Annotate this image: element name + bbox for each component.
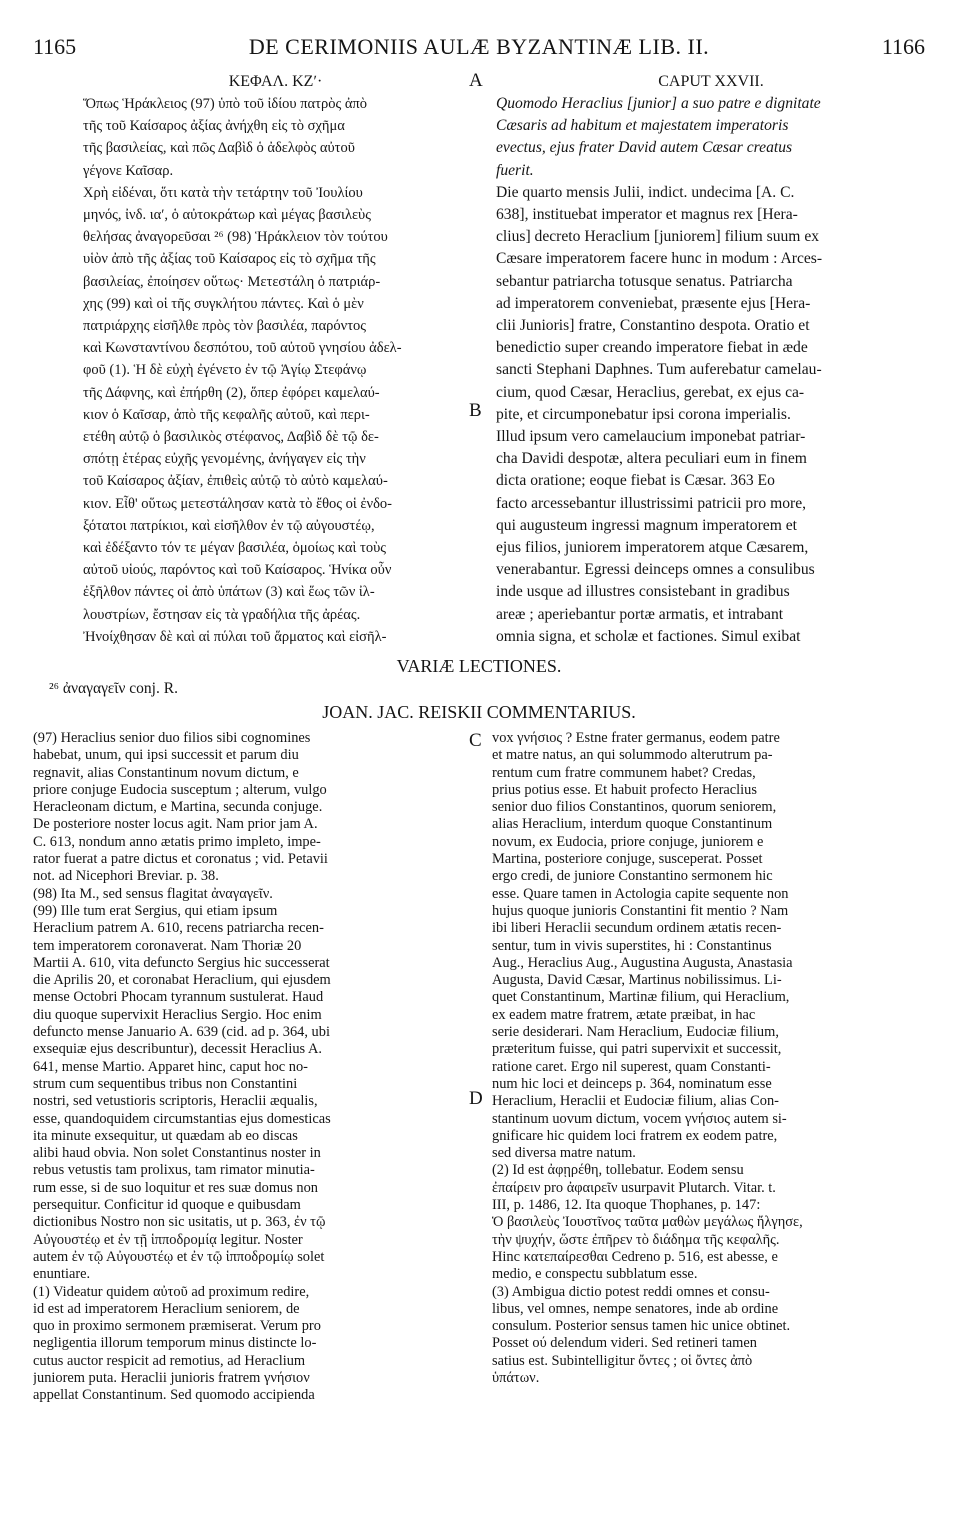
latin-line: facto arcessebantur illustrissimi patricii pro more,	[496, 494, 807, 512]
running-header	[33, 34, 925, 66]
greek-line: ετέθη αὐτῷ ὁ βασιλικὸς στέφανος, Δαβὶδ δὲ τῷ δε-	[83, 429, 379, 446]
greek-line: τοῦ Καίσαρος ἀξίαν, ἐπιθεὶς αὐτῷ τὸ αὐτὸ καμελαύ-	[83, 473, 388, 490]
greek-chapter-heading: ΚΕΦΑΛ. ΚΖʹ·	[228, 73, 323, 90]
greek-line: αὐτοῦ υἱούς, παρόντος καὶ τοῦ Καίσαρος. Ἡνίκα οὖν	[83, 562, 392, 579]
commentary-line: Ὁ βασιλεὺς Ἰουστῖνος ταῦτα μαθὼν μεγάλως ἤλγησε,	[492, 1214, 803, 1231]
right-page-number: 1166	[881, 34, 925, 59]
commentary-line: gnificare hic quidem loci fratrem ex eodem patre,	[492, 1127, 778, 1144]
commentary-line: libus, vel omnes, nempe senatores, inde ab ordine	[492, 1300, 779, 1317]
latin-line: pite, et circumponebatur ipsi corona imperialis.	[496, 405, 791, 423]
commentary-line: Αὐγουστέῳ et ἐν τῇ ἱπποδρομίᾳ legitur. Noster	[33, 1231, 303, 1248]
commentary-line: 641, mense Martio. Apparet hinc, caput hoc no-	[33, 1058, 308, 1075]
commentary-line: τὴν ψυχήν, ὥστε ἐπῆρεν τὸ διάδημα τῆς κεφαλῆς.	[492, 1231, 780, 1248]
latin-line: Illud ipsum vero camelaucium imponebat patriar-	[496, 428, 806, 446]
commentary-line: ex eadem matre fratrem, ætate præibat, in hac	[492, 1006, 756, 1023]
commentary-line: rum esse, si de suo loquitur et res suæ domus non	[33, 1179, 318, 1196]
latin-line: clii Junioris] fratre, Constantino despota. Oratio et	[496, 317, 810, 335]
greek-line: Ἠνοίχθησαν δὲ καὶ αἱ πύλαι τοῦ ἅρματος καὶ εἰσῆλ-	[83, 628, 387, 645]
latin-column	[496, 71, 926, 648]
commentary-line: consulum. Posterior sensus tamen hic unice obtinet.	[492, 1318, 791, 1335]
commentary-line: appellat Constantinum. Sed quomodo accipienda	[33, 1387, 315, 1404]
commentary-line: (2) Id est ἀφῃρέθη, tollebatur. Eodem sensu	[492, 1162, 744, 1179]
commentary-line: diu quoque supervixit Heraclius Sergio. Hoc enim	[33, 1006, 322, 1023]
commentary-line: senior duo filios Constantinos, quorum seniorem,	[492, 799, 777, 816]
commentary-line: ita minute exsequitur, ut quædam ab eo discas	[33, 1127, 298, 1144]
commentary-line: ἐπαίρειν pro ἀφαιρεῖν usurpavit Plutarch. Vitar. t.	[492, 1179, 776, 1196]
commentary-line: præteritum fuisse, qui patri supervixit et successit,	[492, 1041, 782, 1058]
latin-line: qui augusteum ingressi magnum imperatorem et	[496, 516, 797, 534]
commentary-line: tem imperatorem coronaverat. Nam Thoriæ 20	[33, 937, 302, 954]
commentary-line: quet Constantinum, Martinæ filium, qui Heraclium,	[492, 989, 790, 1006]
greek-column	[83, 71, 468, 648]
margin-marker-d: D	[469, 1088, 483, 1109]
greek-line: καὶ Κωνσταντίνου δεσπότου, τοῦ αὐτοῦ γνησίου ἀδελ-	[83, 340, 402, 357]
greek-line: Χρὴ εἰδέναι, ὅτι κατὰ τὴν τετάρτην τοῦ Ἰουλίου	[83, 184, 363, 201]
latin-title-line: fuerit.	[496, 161, 534, 179]
commentary-line: III, p. 1486, 12. Ita quoque Thophanes, p. 147:	[492, 1197, 761, 1214]
greek-line: μηνός, ἰνδ. ιαʹ, ὁ αὐτοκράτωρ καὶ μέγας βασιλεὺς	[83, 207, 371, 224]
commentary-line: priore conjuge Eudocia susceptum ; alterum, vulgo	[33, 781, 327, 798]
commentary-line: Martii A. 610, vita defuncto Sergius hic successerat	[33, 954, 330, 971]
commentary-line: Heraclium patrem A. 610, recens patriarcha recen-	[33, 920, 324, 937]
commentary-line: medio, e conspectu subblatum esse.	[492, 1266, 698, 1283]
commentary-line: serie desiderari. Nam Heraclium, Eudociæ filium,	[492, 1024, 779, 1041]
greek-line: κιον. Εἶθ' οὕτως μετεστάλησαν κατὰ τὸ ἔθος οἱ ἐνδο-	[83, 495, 392, 512]
latin-title-line: Cæsaris ad habitum et majestatem imperatoris	[496, 117, 789, 135]
running-title: DE CERIMONIIS AULÆ BYZANTINÆ LIB. II.	[248, 34, 710, 59]
commentary-line: ratione caret. Ergo nil superest, quam Constanti-	[492, 1058, 771, 1075]
latin-line: cium, quod Cæsar, Heraclius, gerebat, ex ejus ca-	[496, 383, 805, 401]
commentary-line: Posset ού delendum videri. Sed retineri tamen	[492, 1335, 757, 1352]
greek-line: κιον ὁ Καῖσαρ, ἀπὸ τῆς κεφαλῆς αὐτοῦ, καὶ περι-	[83, 406, 370, 423]
latin-line: areæ ; aperiebantur portæ armatis, et intrabant	[496, 605, 784, 623]
commentary-line: prius potius esse. Et habuit profecto Heraclius	[492, 781, 757, 798]
greek-line: γέγονε Καῖσαρ.	[83, 162, 174, 179]
commentary-line: num hic loci et deinceps p. 364, nominatum esse	[492, 1075, 772, 1092]
greek-line: φοῦ (1). Ἡ δὲ εὐχὴ ἐγένετο ἐν τῷ Ἁγίῳ Στεφάνῳ	[83, 362, 367, 379]
commentary-line: rebus vetustis tam prolixus, tam rimator minutia-	[33, 1162, 315, 1179]
greek-line: πατριάρχης εἰσῆλθε πρὸς τὸν βασιλέα, παρόντος	[83, 318, 367, 335]
margin-marker-c: C	[469, 730, 482, 751]
latin-line: cha Davidi despotæ, altera peculiari eum in finem	[496, 450, 807, 468]
greek-line: βασιλείας, ἐποίησεν οὕτως· Μετεστάλη ὁ πατριάρ-	[83, 273, 381, 290]
commentary-line: rator fuerat a patre dictus et coronatus ; vid. Petavii	[33, 851, 328, 868]
commentary-line: vox γνήσιος ? Estne frater germanus, eodem patre	[492, 730, 780, 746]
margin-marker-a: A	[469, 70, 483, 91]
latin-line: sancti Stephani Daphnes. Tum auferebatur camelau-	[496, 361, 822, 379]
commentary-line: cutus auctor respicit ad remotius, ad Heraclium	[33, 1352, 306, 1369]
greek-line: σπότῃ ἑτέρας εὐχῆς γενομένης, ἀνήγαγεν εἰς τὴν	[83, 451, 366, 468]
greek-line: χης (99) καὶ οἱ τῆς συγκλήτου πάντες. Καὶ ὁ μὲν	[83, 295, 364, 312]
latin-line: dicta oratione; eoque fiebat is Cæsar. 363 Eo	[496, 472, 775, 490]
commentary-line: regnavit, alias Constantinum novum dictum, e	[33, 764, 299, 781]
commentary-line: satius est. Subintelligitur ὄντες ; οἱ ὄντες ἀπὸ	[492, 1352, 753, 1369]
commentary-line: juniorem puta. Heraclii junioris fratrem γνήσιον	[33, 1369, 310, 1386]
greek-text	[83, 93, 468, 648]
commentary-right-column	[492, 730, 925, 1387]
commentary-line: ibi liberi Heraclii secundum ordinem ætatis recen-	[492, 920, 782, 937]
commentary-line: Heracleonam dictum, e Martina, secunda conjuge.	[33, 799, 323, 816]
greek-line: Ὅπως Ἡράκλειος (97) ὑπὸ τοῦ ἰδίου πατρὸς ἀπὸ	[83, 96, 367, 112]
commentary-line: sed diversa matre natum.	[492, 1145, 636, 1162]
variant-reading-note: ²⁶ ἀναγαγεῖν conj. R.	[49, 680, 178, 697]
commentary-line: ὑπάτων.	[492, 1369, 540, 1386]
commentary-line: esse. Quare tamen in Actologia capite sequente non	[492, 885, 789, 902]
latin-line: Die quarto mensis Julii, indict. undecima [A. C.	[496, 183, 795, 201]
left-page-number: 1165	[33, 34, 77, 59]
commentary-line: exsequiæ ejus describuntur), decessit Heraclius A.	[33, 1041, 322, 1058]
commentary-line: Augusta, David Cæsar, Martinus nobilissimus. Li-	[492, 972, 782, 989]
commentary-line: De posteriore noster locus agit. Nam prior jam A.	[33, 816, 318, 833]
latin-line: clius] decreto Heraclium [juniorem] filium suum ex	[496, 228, 820, 246]
commentary-line: (3) Ambigua dictio potest reddi omnes et consu-	[492, 1283, 770, 1300]
greek-line: καὶ ἐδέξαντο τόν τε μέγαν βασιλέα, ὁμοίως καὶ τοὺς	[83, 540, 386, 557]
greek-line: υἱὸν ἀπὸ τῆς ἀξίας τοῦ Καίσαρος εἰς τὸ σχῆμα τῆς	[83, 251, 376, 268]
commentary-line: Martina, posteriore conjuge, susceperat. Posset	[492, 851, 763, 868]
variae-lectiones-title: VARIÆ LECTIONES.	[396, 656, 562, 676]
latin-line: Cæsare imperatorem facere hunc in modum : Arces-	[496, 250, 823, 268]
margin-marker-b: B	[469, 400, 482, 421]
latin-line: benedictio super creando imperatore fiebat in æde	[496, 339, 808, 357]
commentary-line: persequitur. Conficitur id quoque e quibusdam	[33, 1197, 301, 1214]
commentary-line: (98) Ita M., sed sensus flagitat ἀναγαγεῖν.	[33, 885, 273, 902]
latin-line: omnia signa, et scholæ et factiones. Simul exibat	[496, 627, 801, 645]
commentary-line: alias Heraclium, interdum quoque Constantinum	[492, 816, 773, 833]
commentary-line: mense Octobri Phocam tyrannum sustulerat. Haud	[33, 989, 324, 1006]
commentary-line: stantinum uovum dictum, vocem γνήσιος autem si-	[492, 1110, 787, 1127]
commentary-line: autem ἐν τῷ Αὐγουστέῳ et ἐν τῷ ἱπποδρομίῳ solet	[33, 1248, 325, 1265]
commentary-line: sentur, tum in vivis superstites, hi : Constantinus	[492, 937, 772, 954]
latin-chapter-title	[496, 93, 926, 182]
commentary-line: Aug., Heraclius Aug., Augustina Augusta, Anastasia	[492, 954, 793, 971]
commentary-line: (1) Videatur quidem αὐτοῦ ad proximum redire,	[33, 1283, 310, 1300]
greek-line: τῆς Δάφνης, καὶ ἐπήρθη (2), ὅπερ ἐφόρει καμελαύ-	[83, 384, 380, 401]
commentary-line: C. 613, nondum anno ætatis primo impleto, impe-	[33, 833, 321, 850]
commentary-line: defuncto mense Januario A. 639 (cid. ad p. 364, ubi	[33, 1024, 330, 1041]
latin-line: ad imperatorem conveniebat, præsente ejus [Hera-	[496, 294, 811, 312]
commentary-line: id est ad imperatorem Heraclium seniorem, de	[33, 1300, 300, 1317]
commentary-line: Heraclium, Heraclii et Eudociæ filium, alias Con-	[492, 1093, 779, 1110]
commentary-line: enuntiare.	[33, 1266, 91, 1283]
commentary-line: ergo credi, de juniore Constantino sermonem hic	[492, 868, 773, 885]
latin-line: inde usque ad illustres consistebant in gradibus	[496, 583, 790, 601]
greek-line: τῆς βασιλείας, καὶ πῶς Δαβὶδ ὁ ἀδελφὸς αὐτοῦ	[83, 140, 355, 157]
commentary-line: esse, quandoquidem circumstantias ejus domesticas	[33, 1110, 331, 1127]
commentary-line: novum, ex Eudocia, priore conjuge, juniorem e	[492, 833, 764, 850]
commentary-line: negligentia illorum temporum minus distincte lo-	[33, 1335, 317, 1352]
latin-text	[496, 182, 926, 648]
commentary-line: (99) Ille tum erat Sergius, qui etiam ipsum	[33, 902, 278, 919]
latin-line: sebantur patriarcha totusque senatus. Patriarcha	[496, 272, 793, 290]
commentary-line: hujus quoque junioris Constantini fit mentio ? Nam	[492, 902, 789, 919]
greek-line: ξότατοι πατρίκιοι, καὶ εἰσῆλθον ἐν τῷ αὐγουστέῳ,	[83, 517, 375, 534]
greek-line: ἐξῆλθον πάντες οἱ ἀπὸ ὑπάτων (3) καὶ ἕως τῶν ἰλ-	[83, 584, 375, 601]
greek-line: λουστρίων, ἔστησαν εἰς τὰ γραδήλια τῆς ἀρέας.	[83, 606, 361, 623]
latin-line: ejus filios, juniorem imperatorem atque Cæsarem,	[496, 539, 809, 557]
latin-title-line: Quomodo Heraclius [junior] a suo patre e dignitate	[496, 95, 821, 112]
commentary-line: not. ad Nicephori Breviar. p. 38.	[33, 868, 219, 885]
commentary-line: alibi haud obvia. Non solet Constantinus noster in	[33, 1145, 321, 1162]
commentary-line: rentum cum fratre communem habet? Credas,	[492, 764, 756, 781]
commentary-line: die Aprilis 20, et coronabat Heraclium, qui ejusdem	[33, 972, 331, 989]
commentary-left-column	[33, 730, 463, 1405]
commentary-line: (97) Heraclius senior duo filios sibi cognomines	[33, 730, 311, 746]
commentary-title: JOAN. JAC. REISKII COMMENTARIUS.	[322, 702, 636, 722]
greek-line: θελήσας ἀναγορεῦσαι ²⁶ (98) Ἡράκλειον τὸν τούτου	[83, 229, 388, 246]
latin-line: venerabantur. Egressi deinceps omnes a consulibus	[496, 561, 815, 579]
commentary-line: nostri, sed vetustioris scriptoris, Heraclii æqualis,	[33, 1093, 318, 1110]
commentary-line: Hinc κατεπαίρεσθαι Cedreno p. 516, est abesse, e	[492, 1248, 778, 1265]
greek-line: τῆς τοῦ Καίσαρος ἀξίας ἀνήχθη εἰς τὸ σχῆμα	[83, 118, 345, 135]
commentary-line: dictionibus Nostro non sic usitatis, ut p. 363, ἐν τῷ	[33, 1214, 326, 1231]
latin-chapter-heading: CAPUT XXVII.	[658, 73, 764, 90]
latin-line: 638], instituebat imperator et magnus rex [Hera-	[496, 206, 798, 224]
commentary-line: et matre natus, an qui solummodo alterutrum pa-	[492, 747, 773, 764]
latin-title-line: evectus, ejus frater David autem Cæsar creatus	[496, 139, 793, 157]
commentary-line: habebat, unum, qui ipsi successit et parum diu	[33, 747, 299, 764]
commentary-line: strum cum sequentibus tribus non Constantini	[33, 1075, 298, 1092]
commentary-line: quo in proximo sermonem præmiserat. Verum pro	[33, 1318, 321, 1335]
